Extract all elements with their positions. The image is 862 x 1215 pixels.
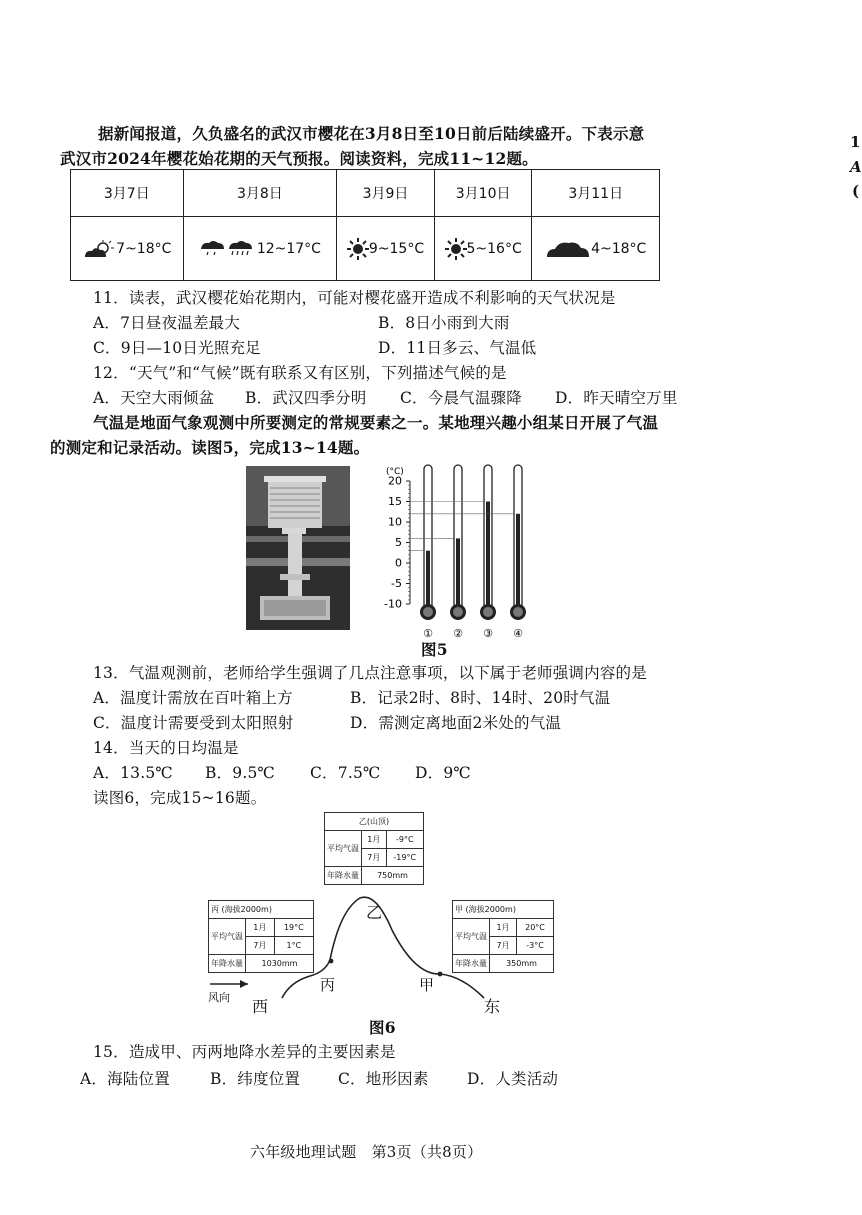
passage2-line-1: 气温是地面气象观测中所要测定的常规要素之一。某地理兴趣小组某日开展了气温 [93, 413, 659, 432]
axis-tick-label: -5 [391, 577, 402, 590]
jia-month7: 7月 [490, 937, 517, 955]
forecast-date: 3月8日 [183, 170, 337, 217]
forecast-temp: 9~15°C [368, 240, 425, 257]
intro-line-2: 武汉市2024年樱花始花期的天气预报。阅读资料，完成11~12题。 [60, 149, 538, 168]
forecast-cell [337, 217, 435, 281]
jia-precip-value: 350mm [490, 955, 554, 973]
forecast-temp: 5~16°C [466, 240, 522, 257]
q11-option-c: C．9日—10日光照充足 [93, 339, 261, 357]
thermometer-bulb-inner [423, 607, 433, 617]
figure5-caption: 图5 [421, 640, 448, 659]
axis-tick-label: 10 [388, 515, 402, 529]
axis-tick-label: -10 [384, 597, 402, 611]
thermometer-label: ② [453, 627, 463, 640]
yi-info-box [324, 812, 424, 885]
thermometer-label: ④ [513, 627, 523, 640]
forecast-cell [71, 217, 184, 281]
yi-box-title: 乙(山顶) [325, 813, 424, 831]
edge-char-1: 1 [850, 133, 861, 151]
thermometers [410, 465, 526, 640]
bing-avg-temp-label: 平均气温 [209, 919, 246, 955]
bing-info-box [208, 900, 314, 973]
yi-precip-label: 年降水量 [325, 867, 362, 885]
forecast-cell [532, 217, 660, 281]
q15-option-d: D．人类活动 [467, 1070, 559, 1088]
thermometer-liquid [516, 514, 520, 612]
sunny-icon [347, 238, 369, 260]
forecast-table [70, 169, 660, 281]
bing-month1: 1月 [246, 919, 275, 937]
thermometer-liquid [456, 538, 460, 612]
q12-option-a: A．天空大雨倾盆 [93, 389, 215, 407]
q12-option-d: D．昨天晴空万里 [555, 389, 678, 407]
bing-jan-temp: 19°C [274, 919, 313, 937]
thermometer-axis [384, 475, 410, 611]
jia-jul-temp: -3°C [517, 937, 554, 955]
instrument-shelter-photo [246, 466, 350, 630]
q13-option-b: B．记录2时、8时、14时、20时气温 [350, 689, 611, 707]
forecast-temp: 12~17°C [256, 240, 321, 257]
cloudy-icon [545, 240, 591, 258]
yi-precip-value: 750mm [362, 867, 424, 885]
jia-precip-label: 年降水量 [453, 955, 490, 973]
sunny-icon [445, 238, 467, 260]
yi-jan-temp: -9°C [386, 831, 423, 849]
q15-option-c: C．地形因素 [338, 1070, 429, 1088]
q12-stem: 12．“天气”和“气候”既有联系又有区别，下列描述气候的是 [93, 364, 507, 382]
forecast-cell [434, 217, 532, 281]
intro-line-1: 据新闻报道，久负盛名的武汉市樱花在3月8日至10日前后陆续盛开。下表示意 [98, 124, 645, 143]
thermometer-unit: (°C) [386, 467, 404, 477]
jia-info-box [452, 900, 554, 973]
q12-option-b: B．武汉四季分明 [245, 389, 367, 407]
q14-stem: 14．当天的日均温是 [93, 739, 239, 757]
edge-char-2: A [850, 158, 862, 176]
axis-tick-label: 5 [395, 536, 402, 549]
yi-month1: 1月 [362, 831, 387, 849]
read-figure6: 读图6，完成15~16题。 [93, 789, 267, 807]
yi-jul-temp: -19°C [386, 849, 423, 867]
bing-box-title: 丙 (海拔2000m) [209, 901, 314, 919]
passage2-line-2: 的测定和记录活动。读图5，完成13~14题。 [50, 438, 370, 457]
q11-stem: 11．读表，武汉樱花始花期内，可能对樱花盛开造成不利影响的天气状况是 [93, 289, 616, 307]
bing-point-label: 丙 [320, 976, 336, 994]
bing-month7: 7月 [246, 937, 275, 955]
forecast-cell [183, 217, 337, 281]
forecast-date: 3月11日 [532, 170, 660, 217]
thermometer [410, 465, 436, 640]
thermometer-liquid [426, 551, 430, 612]
axis-tick-label: 0 [395, 556, 402, 570]
q13-option-c: C．温度计需要受到太阳照射 [93, 714, 294, 732]
q12-option-c: C．今晨气温骤降 [400, 389, 522, 407]
edge-char-3: ( [852, 182, 860, 200]
jia-point-label: 甲 [419, 976, 435, 994]
axis-tick-label: 20 [388, 474, 402, 488]
jia-avg-temp-label: 平均气温 [453, 919, 490, 955]
q14-option-d: D．9℃ [415, 764, 471, 782]
q13-stem: 13．气温观测前，老师给学生强调了几点注意事项，以下属于老师强调内容的是 [93, 664, 647, 682]
thermometer-bulb-inner [513, 607, 523, 617]
q15-stem: 15．造成甲、丙两地降水差异的主要因素是 [93, 1043, 396, 1061]
forecast-date: 3月7日 [71, 170, 184, 217]
thermometer-label: ① [423, 627, 433, 640]
q11-option-b: B．8日小雨到大雨 [378, 314, 510, 332]
forecast-date-row [71, 170, 660, 217]
jia-month1: 1月 [490, 919, 517, 937]
east-label: 东 [484, 997, 501, 1016]
thermometer-bulb-inner [483, 607, 493, 617]
forecast-date: 3月9日 [337, 170, 435, 217]
jia-box-title: 甲 (海拔2000m) [453, 901, 554, 919]
thermometer-chart [356, 462, 536, 642]
yi-point-label: 乙 [366, 903, 383, 922]
forecast-weather-row [71, 217, 660, 281]
forecast-temp: 4~18°C [591, 240, 647, 257]
q13-option-d: D．需测定离地面2米处的气温 [350, 714, 562, 732]
thermometer-label: ③ [483, 627, 493, 640]
forecast-temp: 7~18°C [116, 240, 172, 257]
thermometer-bulb-inner [453, 607, 463, 617]
west-label: 西 [252, 997, 269, 1016]
partly-cloudy-icon [82, 240, 116, 258]
wind-direction-label: 风向 [208, 991, 230, 1004]
bing-precip-value: 1030mm [246, 955, 314, 973]
q11-option-d: D．11日多云、气温低 [378, 339, 537, 357]
q14-option-a: A．13.5℃ [93, 764, 173, 782]
figure6-caption: 图6 [369, 1018, 396, 1037]
light-rain-to-heavy-rain-icon [199, 239, 257, 259]
axis-tick-label: 15 [388, 495, 402, 508]
page-footer: 六年级地理试题 第3页（共8页） [250, 1143, 483, 1161]
q15-option-a: A．海陆位置 [80, 1070, 170, 1088]
q14-option-b: B．9.5℃ [205, 764, 276, 782]
q11-option-a: A．7日昼夜温差最大 [93, 314, 241, 332]
q14-option-c: C．7.5℃ [310, 764, 381, 782]
forecast-date: 3月10日 [434, 170, 532, 217]
q15-option-b: B．纬度位置 [210, 1070, 301, 1088]
bing-precip-label: 年降水量 [209, 955, 246, 973]
thermometer [410, 465, 466, 640]
thermometer-liquid [486, 502, 490, 613]
q13-option-a: A．温度计需放在百叶箱上方 [93, 689, 293, 707]
yi-avg-temp-label: 平均气温 [325, 831, 362, 867]
bing-jul-temp: 1°C [274, 937, 313, 955]
yi-month7: 7月 [362, 849, 387, 867]
jia-jan-temp: 20°C [517, 919, 554, 937]
